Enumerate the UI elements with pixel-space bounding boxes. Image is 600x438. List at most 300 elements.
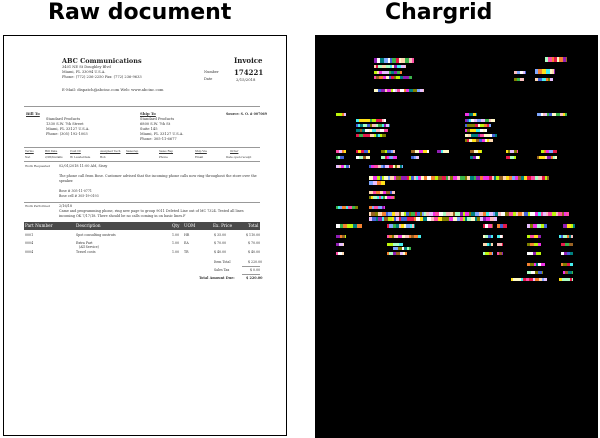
chargrid-char-cell — [520, 78, 524, 81]
chargrid-char-cell — [536, 263, 538, 266]
chargrid-char-cell — [387, 252, 389, 255]
table-row-description-detail: (All Service) — [79, 245, 99, 249]
company-phone: Phone: (772) 236-2250 Fax: (772) 236-9633 — [62, 75, 142, 79]
chargrid-char-cell — [377, 196, 379, 199]
invoice-heading: Invoice — [234, 56, 263, 65]
chargrid-char-cell — [463, 176, 465, 180]
chargrid-char-cell — [530, 235, 534, 238]
chargrid-char-cell — [517, 71, 520, 74]
chargrid-char-cell — [546, 212, 548, 216]
chargrid-char-cell — [542, 278, 544, 281]
chargrid-char-cell — [538, 243, 541, 246]
chargrid-char-cell — [568, 271, 572, 274]
chargrid-char-cell — [417, 89, 420, 92]
chargrid-image — [315, 35, 598, 438]
chargrid-char-cell — [372, 119, 376, 122]
chargrid-char-cell — [377, 176, 380, 180]
chargrid-char-cell — [378, 217, 382, 221]
chargrid-char-cell — [457, 217, 460, 221]
chargrid-char-cell — [384, 129, 388, 132]
chargrid-char-cell — [559, 57, 563, 62]
chargrid-char-cell — [545, 156, 547, 159]
chargrid-char-cell — [438, 217, 442, 221]
chargrid-char-cell — [562, 278, 566, 281]
source-reference: Source: S. O. # 007069 — [226, 112, 267, 116]
total-due-label: Total Amount Due: — [199, 276, 235, 280]
chargrid-char-cell — [382, 65, 386, 68]
chargrid-char-cell — [414, 156, 416, 159]
chargrid-char-cell — [364, 150, 368, 153]
chargrid-char-cell — [543, 212, 546, 216]
chargrid-char-cell — [393, 89, 395, 92]
chargrid-char-cell — [514, 150, 517, 153]
chargrid-char-cell — [478, 134, 480, 137]
chargrid-char-cell — [513, 278, 516, 281]
chargrid-char-cell — [427, 176, 431, 180]
chargrid-char-cell — [453, 212, 455, 216]
chargrid-char-cell — [471, 119, 474, 122]
chargrid-background — [315, 35, 598, 438]
chargrid-char-cell — [483, 217, 486, 221]
raw-document-panel — [3, 35, 287, 436]
chargrid-char-cell — [376, 191, 380, 194]
chargrid-char-cell — [552, 57, 554, 62]
chargrid-char-cell — [538, 176, 542, 180]
chargrid-char-cell — [369, 129, 372, 132]
chargrid-char-cell — [396, 224, 399, 228]
ship-to-line: Standard Products — [140, 117, 175, 121]
chargrid-char-cell — [514, 71, 517, 74]
table-row-part: 0004 — [25, 250, 34, 254]
chargrid-char-cell — [338, 113, 342, 116]
chargrid-char-cell — [567, 235, 569, 238]
chargrid-char-cell — [376, 129, 380, 132]
work-requested-text: speaker. — [59, 179, 74, 183]
chargrid-char-cell — [548, 78, 550, 81]
chargrid-char-cell — [346, 165, 349, 168]
chargrid-char-cell — [483, 252, 485, 255]
chargrid-char-cell — [474, 129, 476, 132]
chargrid-char-cell — [384, 124, 386, 127]
table-row-description: Extra Part — [76, 241, 93, 245]
chargrid-char-cell — [495, 134, 497, 137]
chargrid-char-cell — [336, 206, 338, 209]
chargrid-char-cell — [527, 271, 531, 274]
chargrid-char-cell — [389, 156, 391, 159]
total-due-value: $ 220.00 — [246, 276, 263, 280]
ship-to-line: Phone: 305-11-6677 — [140, 137, 177, 141]
chargrid-char-cell — [398, 235, 402, 238]
chargrid-char-cell — [518, 278, 521, 281]
chargrid-char-cell — [493, 212, 495, 216]
chargrid-char-cell — [479, 139, 482, 142]
chargrid-char-cell — [558, 212, 562, 216]
chargrid-char-cell — [478, 150, 481, 153]
chargrid-char-cell — [489, 124, 491, 127]
chargrid-char-cell — [556, 113, 560, 116]
chargrid-char-cell — [567, 252, 570, 255]
chargrid-char-cell — [381, 196, 383, 199]
chargrid-char-cell — [471, 124, 475, 127]
chargrid-char-cell — [373, 196, 377, 199]
chargrid-char-cell — [457, 176, 460, 180]
chargrid-char-cell — [389, 235, 392, 238]
chargrid-char-cell — [380, 176, 382, 180]
chargrid-char-cell — [551, 156, 553, 159]
ship-to-line: Miami, FL 33127 U.S.A. — [140, 132, 184, 136]
chargrid-char-cell — [541, 224, 544, 228]
chargrid-char-cell — [366, 134, 370, 137]
table-header-uom: UOM — [184, 223, 196, 228]
company-address-1: 3401 NE St Doughley Blvd — [62, 65, 111, 69]
chargrid-char-cell — [409, 89, 413, 92]
chargrid-char-cell — [411, 212, 415, 216]
chargrid-char-cell — [394, 235, 396, 238]
chargrid-char-cell — [532, 263, 534, 266]
chargrid-char-cell — [510, 156, 514, 159]
chargrid-char-cell — [418, 176, 421, 180]
chargrid-char-cell — [521, 278, 523, 281]
chargrid-char-cell — [424, 212, 426, 216]
chargrid-char-cell — [484, 134, 488, 137]
chargrid-char-cell — [479, 212, 483, 216]
chargrid-char-cell — [366, 119, 370, 122]
table-row-total: $ 110.00 — [246, 233, 261, 237]
chargrid-char-cell — [418, 235, 421, 238]
chargrid-char-cell — [378, 124, 382, 127]
chargrid-char-cell — [467, 217, 471, 221]
chargrid-char-cell — [453, 176, 457, 180]
chargrid-char-cell — [375, 212, 378, 216]
chargrid-char-cell — [369, 217, 372, 221]
chargrid-char-cell — [465, 124, 467, 127]
table-row-price: $ 40.00 — [214, 250, 227, 254]
chargrid-char-cell — [382, 119, 384, 122]
chargrid-char-cell — [542, 176, 545, 180]
chargrid-char-cell — [549, 113, 552, 116]
chargrid-char-cell — [404, 89, 406, 92]
chargrid-char-cell — [467, 129, 470, 132]
total-divider — [242, 274, 260, 275]
chargrid-char-cell — [389, 165, 393, 168]
chargrid-char-cell — [383, 165, 385, 168]
chargrid-char-cell — [429, 212, 433, 216]
chargrid-char-cell — [485, 129, 487, 132]
chargrid-char-cell — [384, 217, 388, 221]
chargrid-char-cell — [473, 156, 476, 159]
chargrid-char-cell — [401, 65, 405, 68]
chargrid-char-cell — [342, 206, 346, 209]
chargrid-char-cell — [443, 150, 446, 153]
chargrid-char-cell — [497, 224, 500, 228]
chargrid-char-cell — [535, 212, 538, 216]
chargrid-char-cell — [344, 165, 346, 168]
chargrid-char-cell — [499, 176, 503, 180]
chargrid-char-cell — [465, 134, 468, 137]
company-email: E-Mail: dispatch@abcinc.com Web: www.abcinc.com — [62, 87, 164, 92]
chargrid-char-cell — [365, 129, 369, 132]
ship-to-line: Suite 145 — [140, 127, 158, 131]
chargrid-char-cell — [487, 243, 489, 246]
chargrid-char-cell — [400, 89, 404, 92]
chargrid-char-cell — [342, 113, 344, 116]
table-header-price: Ex. Price — [213, 223, 233, 228]
chargrid-char-cell — [390, 65, 392, 68]
chargrid-char-cell — [471, 212, 475, 216]
chargrid-char-cell — [467, 139, 469, 142]
chargrid-char-cell — [356, 134, 359, 137]
chargrid-char-cell — [463, 217, 465, 221]
chargrid-char-cell — [369, 176, 373, 180]
chargrid-char-cell — [412, 58, 414, 63]
chargrid-char-cell — [510, 150, 514, 153]
chargrid-char-cell — [386, 76, 389, 79]
chargrid-char-cell — [369, 196, 371, 199]
chargrid-char-cell — [382, 176, 384, 180]
chargrid-char-cell — [384, 206, 385, 209]
chargrid-char-cell — [343, 243, 344, 246]
chargrid-char-cell — [393, 165, 395, 168]
chargrid-char-cell — [505, 212, 507, 216]
chargrid-char-cell — [369, 181, 373, 185]
chargrid-char-cell — [483, 224, 485, 228]
chargrid-char-cell — [423, 150, 427, 153]
chargrid-char-cell — [402, 235, 405, 238]
chargrid-char-cell — [406, 224, 410, 228]
chargrid-char-cell — [381, 89, 385, 92]
chargrid-char-cell — [548, 57, 552, 62]
chargrid-char-cell — [527, 176, 531, 180]
chargrid-char-cell — [468, 134, 471, 137]
chargrid-char-cell — [523, 278, 526, 281]
chargrid-char-cell — [476, 156, 479, 159]
chargrid-char-cell — [421, 176, 424, 180]
chargrid-char-cell — [481, 150, 482, 153]
info-value: W. Lauderdale — [70, 155, 91, 159]
chargrid-char-cell — [348, 206, 352, 209]
chargrid-char-cell — [405, 252, 407, 255]
chargrid-char-cell — [463, 212, 465, 216]
chargrid-char-cell — [340, 224, 343, 228]
chargrid-char-cell — [344, 113, 346, 116]
chargrid-char-cell — [474, 134, 478, 137]
chargrid-char-cell — [564, 252, 567, 255]
chargrid-char-cell — [378, 165, 381, 168]
chargrid-char-cell — [387, 224, 389, 228]
chargrid-char-cell — [485, 224, 488, 228]
chargrid-char-cell — [467, 176, 470, 180]
chargrid-char-cell — [442, 176, 446, 180]
chargrid-char-cell — [392, 235, 394, 238]
chargrid-char-cell — [547, 113, 549, 116]
chargrid-char-cell — [503, 176, 506, 180]
chargrid-char-cell — [544, 150, 546, 153]
chargrid-char-cell — [465, 217, 467, 221]
chargrid-char-cell — [387, 150, 391, 153]
chargrid-char-cell — [567, 263, 570, 266]
chargrid-char-cell — [390, 191, 392, 194]
chargrid-char-cell — [397, 65, 401, 68]
chargrid-char-cell — [476, 129, 480, 132]
chargrid-char-cell — [490, 217, 494, 221]
chargrid-char-cell — [527, 243, 530, 246]
chargrid-char-cell — [343, 224, 347, 228]
chargrid-char-cell — [373, 191, 376, 194]
chargrid-char-cell — [409, 176, 411, 180]
chargrid-char-cell — [526, 278, 529, 281]
table-row-uom: EA — [184, 241, 189, 245]
chargrid-char-cell — [342, 156, 344, 159]
chargrid-char-cell — [467, 124, 471, 127]
chargrid-char-cell — [491, 235, 493, 238]
chargrid-char-cell — [492, 224, 493, 228]
chargrid-char-cell — [391, 196, 394, 199]
chargrid-char-cell — [387, 156, 389, 159]
chargrid-char-cell — [539, 156, 542, 159]
chargrid-char-cell — [377, 181, 381, 185]
chargrid-char-cell — [371, 212, 375, 216]
chargrid-char-cell — [407, 176, 409, 180]
chargrid-char-cell — [414, 176, 416, 180]
chargrid-char-cell — [544, 278, 547, 281]
chargrid-char-cell — [382, 206, 384, 209]
company-address-2: Miami, FL 33094 U.S.A. — [62, 70, 106, 74]
chargrid-char-cell — [397, 165, 400, 168]
info-header: Bill Date — [45, 149, 58, 153]
table-row-description: Travel costs — [76, 250, 96, 254]
chargrid-char-cell — [497, 252, 499, 255]
chargrid-char-cell — [397, 243, 399, 246]
chargrid-char-cell — [376, 217, 378, 221]
chargrid-char-cell — [535, 176, 538, 180]
chargrid-char-cell — [561, 243, 565, 246]
chargrid-char-cell — [381, 165, 383, 168]
chargrid-char-cell — [389, 252, 393, 255]
chargrid-char-cell — [401, 217, 403, 221]
chargrid-char-cell — [414, 224, 415, 228]
chargrid-char-cell — [392, 58, 396, 63]
chargrid-char-cell — [340, 235, 342, 238]
chargrid-char-cell — [411, 150, 415, 153]
chargrid-char-cell — [370, 119, 372, 122]
chargrid-char-cell — [529, 278, 533, 281]
chargrid-char-cell — [499, 252, 502, 255]
chargrid-char-cell — [435, 176, 438, 180]
chargrid-char-cell — [374, 76, 376, 79]
chargrid-char-cell — [382, 134, 386, 137]
chargrid-char-cell — [396, 76, 400, 79]
chargrid-char-cell — [385, 165, 389, 168]
chargrid-char-cell — [372, 217, 376, 221]
chargrid-char-cell — [383, 196, 385, 199]
chargrid-char-cell — [563, 235, 567, 238]
chargrid-char-cell — [371, 196, 373, 199]
chargrid-char-cell — [552, 212, 556, 216]
chargrid-char-cell — [396, 247, 398, 250]
chargrid-char-cell — [516, 278, 518, 281]
chargrid-char-cell — [539, 278, 542, 281]
table-header-description: Description — [76, 223, 101, 228]
chargrid-char-cell — [407, 247, 409, 250]
chargrid-char-cell — [363, 134, 366, 137]
chargrid-char-cell — [542, 271, 543, 274]
chargrid-char-cell — [339, 150, 342, 153]
chargrid-char-cell — [480, 217, 483, 221]
chargrid-char-cell — [567, 224, 571, 228]
table-row-description: Spot consulting onstruts — [76, 233, 116, 237]
chargrid-char-cell — [391, 71, 394, 74]
chargrid-char-cell — [572, 278, 573, 281]
chargrid-char-cell — [475, 212, 479, 216]
invoice-date: 2/15/2018 — [236, 77, 256, 82]
chargrid-char-cell — [506, 176, 509, 180]
info-bottom-divider — [24, 161, 260, 162]
chargrid-char-cell — [378, 89, 381, 92]
chargrid-char-cell — [488, 224, 492, 228]
chargrid-char-cell — [379, 76, 383, 79]
chargrid-char-cell — [560, 113, 563, 116]
chargrid-char-cell — [360, 124, 363, 127]
chargrid-char-cell — [570, 263, 573, 266]
chargrid-char-cell — [384, 176, 388, 180]
bill-to-line: Miami, FL 33127 U.S.A. — [46, 127, 90, 131]
bill-to-line: Standard Products — [46, 117, 81, 121]
chargrid-char-cell — [563, 113, 565, 116]
chargrid-char-cell — [386, 71, 389, 74]
chargrid-char-cell — [384, 119, 386, 122]
chargrid-char-cell — [446, 150, 449, 153]
chargrid-char-cell — [410, 224, 412, 228]
chargrid-char-cell — [561, 235, 563, 238]
chargrid-char-cell — [385, 196, 387, 199]
chargrid-char-cell — [396, 252, 400, 255]
chargrid-char-cell — [392, 191, 395, 194]
chargrid-char-cell — [383, 76, 386, 79]
info-value: Net — [25, 155, 31, 159]
table-row-total: $ 70.00 — [248, 241, 261, 245]
chargrid-char-cell — [358, 150, 361, 153]
chargrid-char-cell — [489, 212, 493, 216]
chargrid-char-cell — [509, 176, 512, 180]
chargrid-char-cell — [465, 139, 467, 142]
chargrid-char-cell — [514, 156, 516, 159]
chargrid-char-cell — [469, 212, 471, 216]
chargrid-char-cell — [387, 89, 391, 92]
work-requested-label: Work Requested — [25, 164, 50, 168]
chargrid-char-cell — [489, 176, 492, 180]
chargrid-char-cell — [399, 176, 401, 180]
chargrid-char-cell — [443, 212, 446, 216]
chargrid-char-cell — [544, 224, 547, 228]
chargrid-char-cell — [399, 58, 401, 63]
chargrid-char-cell — [541, 212, 543, 216]
work-requested-text: The phone call from Bose. Customer advised that the incoming phone calls now ring throughout the store over the — [59, 174, 257, 178]
chargrid-char-cell — [376, 119, 380, 122]
chargrid-char-cell — [388, 217, 392, 221]
chargrid-char-cell — [422, 212, 424, 216]
chargrid-char-cell — [368, 150, 370, 153]
chargrid-char-cell — [373, 176, 377, 180]
table-row-uom: HR — [184, 233, 190, 237]
chargrid-char-cell — [338, 156, 340, 159]
chargrid-char-cell — [535, 278, 539, 281]
chargrid-char-cell — [345, 235, 346, 238]
chargrid-char-cell — [403, 76, 405, 79]
chargrid-char-cell — [518, 212, 522, 216]
chargrid-char-cell — [420, 217, 423, 221]
chargrid-char-cell — [357, 224, 359, 228]
chargrid-char-cell — [347, 224, 349, 228]
